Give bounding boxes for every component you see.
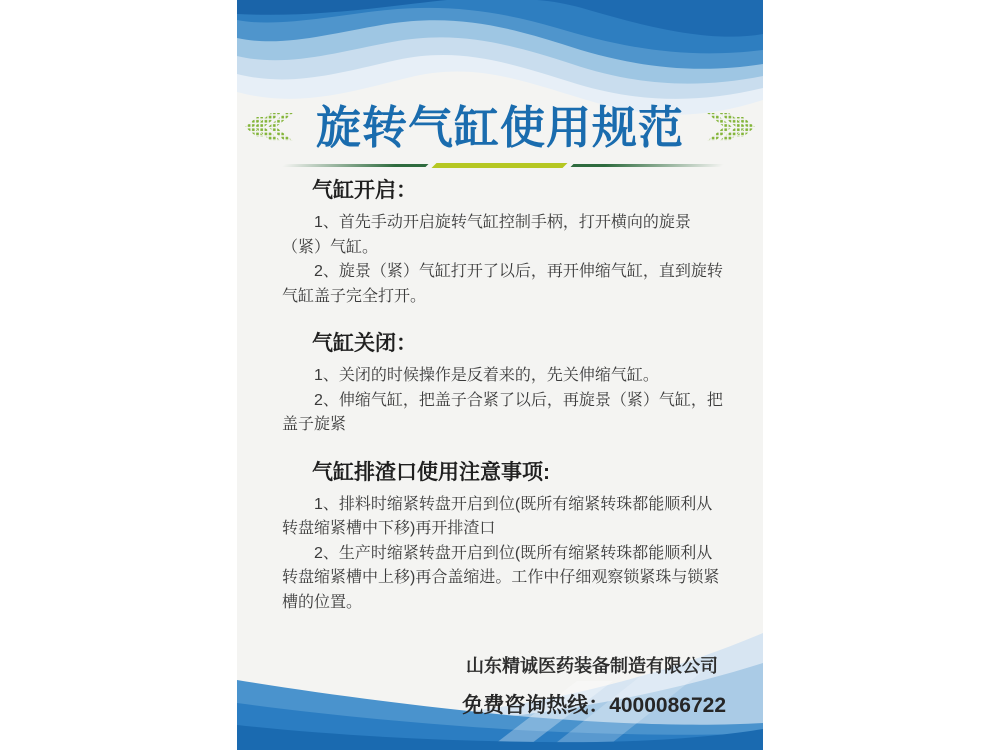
section-item: 2、生产时缩紧转盘开启到位(既所有缩紧转珠都能顺利从转盘缩紧槽中上移)再合盖缩进。工作中仔细观察锁紧珠与锁紧槽的位置。 — [282, 544, 720, 611]
chevrons-right-icon — [707, 111, 757, 143]
section-heading: 气缸开启： — [312, 179, 417, 202]
section-item: 2、伸缩气缸，把盖子合紧了以后，再旋景（紧）气缸，把盖子旋紧 — [282, 391, 723, 434]
title-divider — [283, 163, 723, 168]
title-row — [237, 98, 763, 156]
section-item: 1、排料时缩紧转盘开启到位(既所有缩紧转珠都能顺利从转盘缩紧槽中下移)再开排渣口 — [282, 495, 713, 538]
section-slag-outlet-notes — [282, 462, 724, 616]
divider-right-segment — [571, 164, 725, 167]
poster-body — [282, 180, 724, 615]
section-heading: 气缸关闭： — [312, 332, 417, 356]
divider-middle-segment — [432, 163, 568, 168]
chevrons-left-icon — [243, 111, 293, 143]
footer-hotline: 免费咨询热线：4000086722 — [462, 694, 726, 717]
poster — [237, 0, 763, 750]
divider-left-segment — [282, 164, 429, 167]
section-cylinder-close — [282, 333, 724, 438]
section-item: 1、关闭的时候操作是反着来的，先关伸缩气缸。 — [314, 367, 659, 385]
section-heading: 气缸排渣口使用注意事项: — [312, 460, 550, 484]
section-item: 2、旋景（紧）气缸打开了以后，再开伸缩气缸，直到旋转气缸盖子完全打开。 — [282, 263, 723, 305]
footer-company-name: 山东精诚医药装备制造有限公司 — [466, 656, 718, 676]
section-item: 1、首先手动开启旋转气缸控制手柄，打开横向的旋景（紧）气缸。 — [282, 214, 691, 256]
poster-title: 旋转气缸使用规范 — [315, 101, 684, 153]
section-cylinder-open — [282, 180, 724, 309]
